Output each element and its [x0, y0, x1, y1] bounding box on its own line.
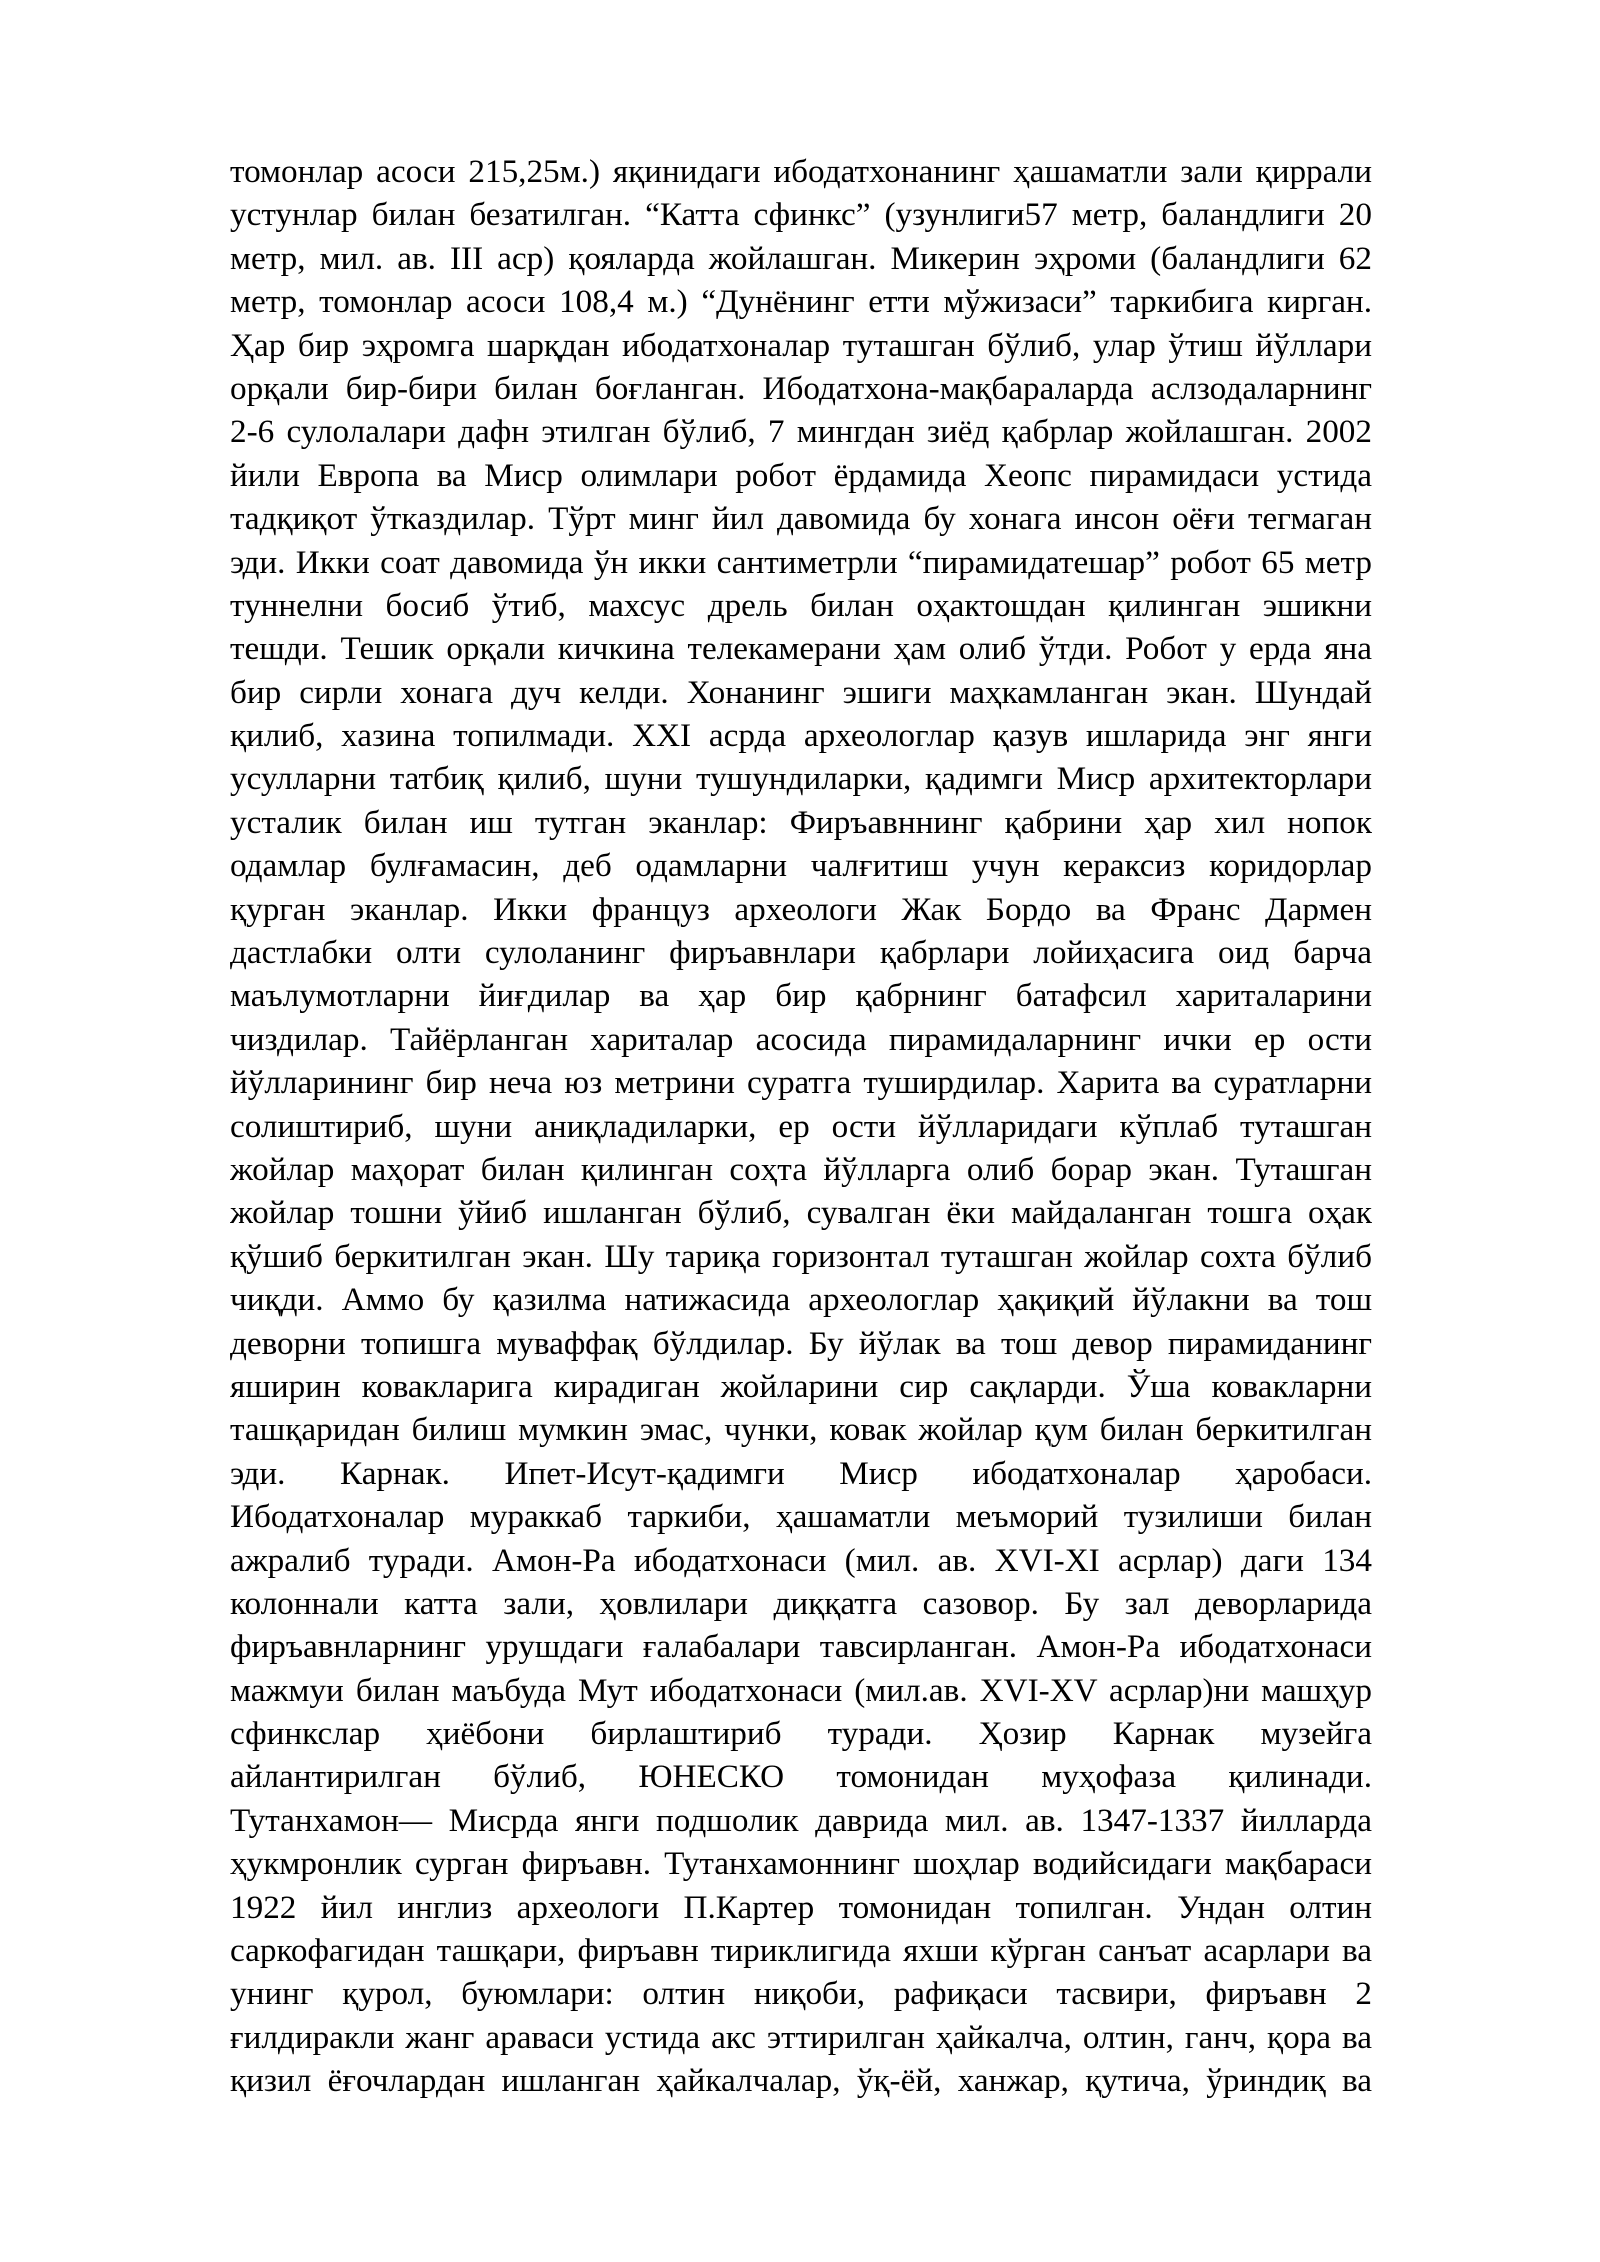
text-line: усталик билан иш тутган эканлар: Фиръавннинг қабрини ҳар хил нопок — [230, 803, 1372, 841]
text-line: қизил ёғочлардан ишланган ҳайкалчалар, ўқ-ёй, ханжар, қутича, ўриндиқ ва — [230, 2062, 1372, 2100]
text-line: усулларни татбиқ қилиб, шуни тушундиларки, қадимги Миср архитекторлари — [230, 760, 1372, 798]
text-line: унинг қурол, буюмлари: олтин ниқоби, рафиқаси тасвири, фиръавн 2 — [230, 1975, 1372, 2013]
text-line: айлантирилган бўлиб, ЮНЕСКО томонидан муҳофаза қилинади. — [230, 1758, 1372, 1796]
text-line: йўлларининг бир неча юз метрини суратга туширдилар. Харита ва суратларни — [230, 1064, 1372, 1102]
text-line: ғилдиракли жанг араваси устида акс эттирилган ҳайкалча, олтин, ганч, қора ва — [230, 2018, 1372, 2056]
text-line: Ибодатхоналар мураккаб таркиби, ҳашаматли меъморий тузилиши билан — [230, 1498, 1372, 1536]
text-line: деворни топишга муваффақ бўлдилар. Бу йўлак ва тош девор пирамиданинг — [230, 1324, 1372, 1362]
text-line: бир сирли хонага дуч келди. Хонанинг эшиги маҳкамланган экан. Шундай — [230, 673, 1372, 711]
text-line: қилиб, хазина топилмади. XXI асрда археологлар қазув ишларида энг янги — [230, 717, 1372, 755]
text-line: тешди. Тешик орқали кичкина телекамерани ҳам олиб ўтди. Робот у ерда яна — [230, 630, 1372, 668]
text-line: 2-6 сулолалари дафн этилган бўлиб, 7 мингдан зиёд қабрлар жойлашган. 2002 — [230, 413, 1372, 451]
text-line: йили Европа ва Миср олимлари робот ёрдамида Хеопс пирамидаси устида — [230, 456, 1372, 494]
text-line: туннелни босиб ўтиб, махсус дрель билан оҳактошдан қилинган эшикни — [230, 586, 1372, 624]
text-line: 1922 йил инглиз археологи П.Картер томонидан топилган. Ундан олтин — [230, 1888, 1372, 1926]
text-line: жойлар маҳорат билан қилинган соҳта йўлларга олиб борар экан. Туташган — [230, 1150, 1372, 1188]
text-line: саркофагидан ташқари, фиръавн тириклигида яхши кўрган санъат асарлари ва — [230, 1932, 1372, 1970]
text-line: жойлар тошни ўйиб ишланган бўлиб, сувалган ёки майдаланган тошга оҳак — [230, 1194, 1372, 1232]
text-line: Тутанхамон— Мисрда янги подшолик даврида мил. ав. 1347-1337 йилларда — [230, 1801, 1372, 1839]
text-line: орқали бир-бири билан боғланган. Ибодатхона-мақбараларда аслзодаларнинг — [230, 369, 1372, 407]
text-line: эди. Икки соат давомида ўн икки сантиметрли “пирамидатешар” робот 65 метр — [230, 543, 1372, 581]
text-line: тадқиқот ўтказдилар. Тўрт минг йил давомида бу хонага инсон оёғи тегмаган — [230, 500, 1372, 538]
text-line: дастлабки олти сулоланинг фиръавнлари қабрлари лойиҳасига оид барча — [230, 934, 1372, 972]
text-line: қурган эканлар. Икки француз археологи Жак Бордо ва Франс Дармен — [230, 890, 1372, 928]
text-line: ҳукмронлик сурган фиръавн. Тутанхамоннинг шоҳлар водийсидаги мақбараси — [230, 1845, 1372, 1883]
text-line: чиқди. Аммо бу қазилма натижасида археологлар ҳақиқий йўлакни ва тош — [230, 1281, 1372, 1319]
text-line: метр, томонлар асоси 108,4 м.) “Дунёнинг етти мўжизаси” таркибига кирган. — [230, 283, 1372, 321]
text-line: ташқаридан билиш мумкин эмас, чунки, ковак жойлар қум билан беркитилган — [230, 1411, 1372, 1449]
text-line: одамлар булғамасин, деб одамларни чалғитиш учун кераксиз коридорлар — [230, 847, 1372, 885]
text-line: Ҳар бир эҳромга шарқдан ибодатхоналар туташган бўлиб, улар ўтиш йўллари — [230, 326, 1372, 364]
text-line: маълумотларни йиғдилар ва ҳар бир қабрнинг батафсил хариталарини — [230, 977, 1372, 1015]
text-line: эди. Карнак. Ипет-Исут-қадимги Миср ибодатхоналар ҳаробаси. — [230, 1454, 1372, 1492]
text-line: устунлар билан безатилган. “Катта сфинкс” (узунлиги57 метр, баландлиги 20 — [230, 196, 1372, 234]
text-line: солиштириб, шуни аниқладиларки, ер ости йўлларидаги кўплаб туташган — [230, 1107, 1372, 1145]
body-text — [230, 150, 1372, 2103]
text-line: фиръавнларнинг урушдаги ғалабалари тавсирланган. Амон-Ра ибодатхонаси — [230, 1628, 1372, 1666]
text-line: мажмуи билан маъбуда Мут ибодатхонаси (мил.ав. XVI-XV асрлар)ни машҳур — [230, 1671, 1372, 1709]
text-line: сфинкслар ҳиёбони бирлаштириб туради. Ҳозир Карнак музейга — [230, 1715, 1372, 1753]
text-line: метр, мил. ав. III аср) қояларда жойлашган. Микерин эҳроми (баландлиги 62 — [230, 239, 1372, 277]
text-line: яширин ковакларига кирадиган жойларини сир сақларди. Ўша ковакларни — [230, 1367, 1372, 1405]
text-line: қўшиб беркитилган экан. Шу тариқа горизонтал туташган жойлар сохта бўлиб — [230, 1237, 1372, 1275]
text-line: чиздилар. Тайёрланган хариталар асосида пирамидаларнинг ички ер ости — [230, 1020, 1372, 1058]
text-line: колоннали катта зали, ҳовлилари диққатга сазовор. Бу зал деворларида — [230, 1584, 1372, 1622]
text-line: ажралиб туради. Амон-Ра ибодатхонаси (мил. ав. XVI-XI асрлар) даги 134 — [230, 1541, 1372, 1579]
text-line: томонлар асоси 215,25м.) яқинидаги ибодатхонанинг ҳашаматли зали қиррали — [230, 153, 1372, 190]
